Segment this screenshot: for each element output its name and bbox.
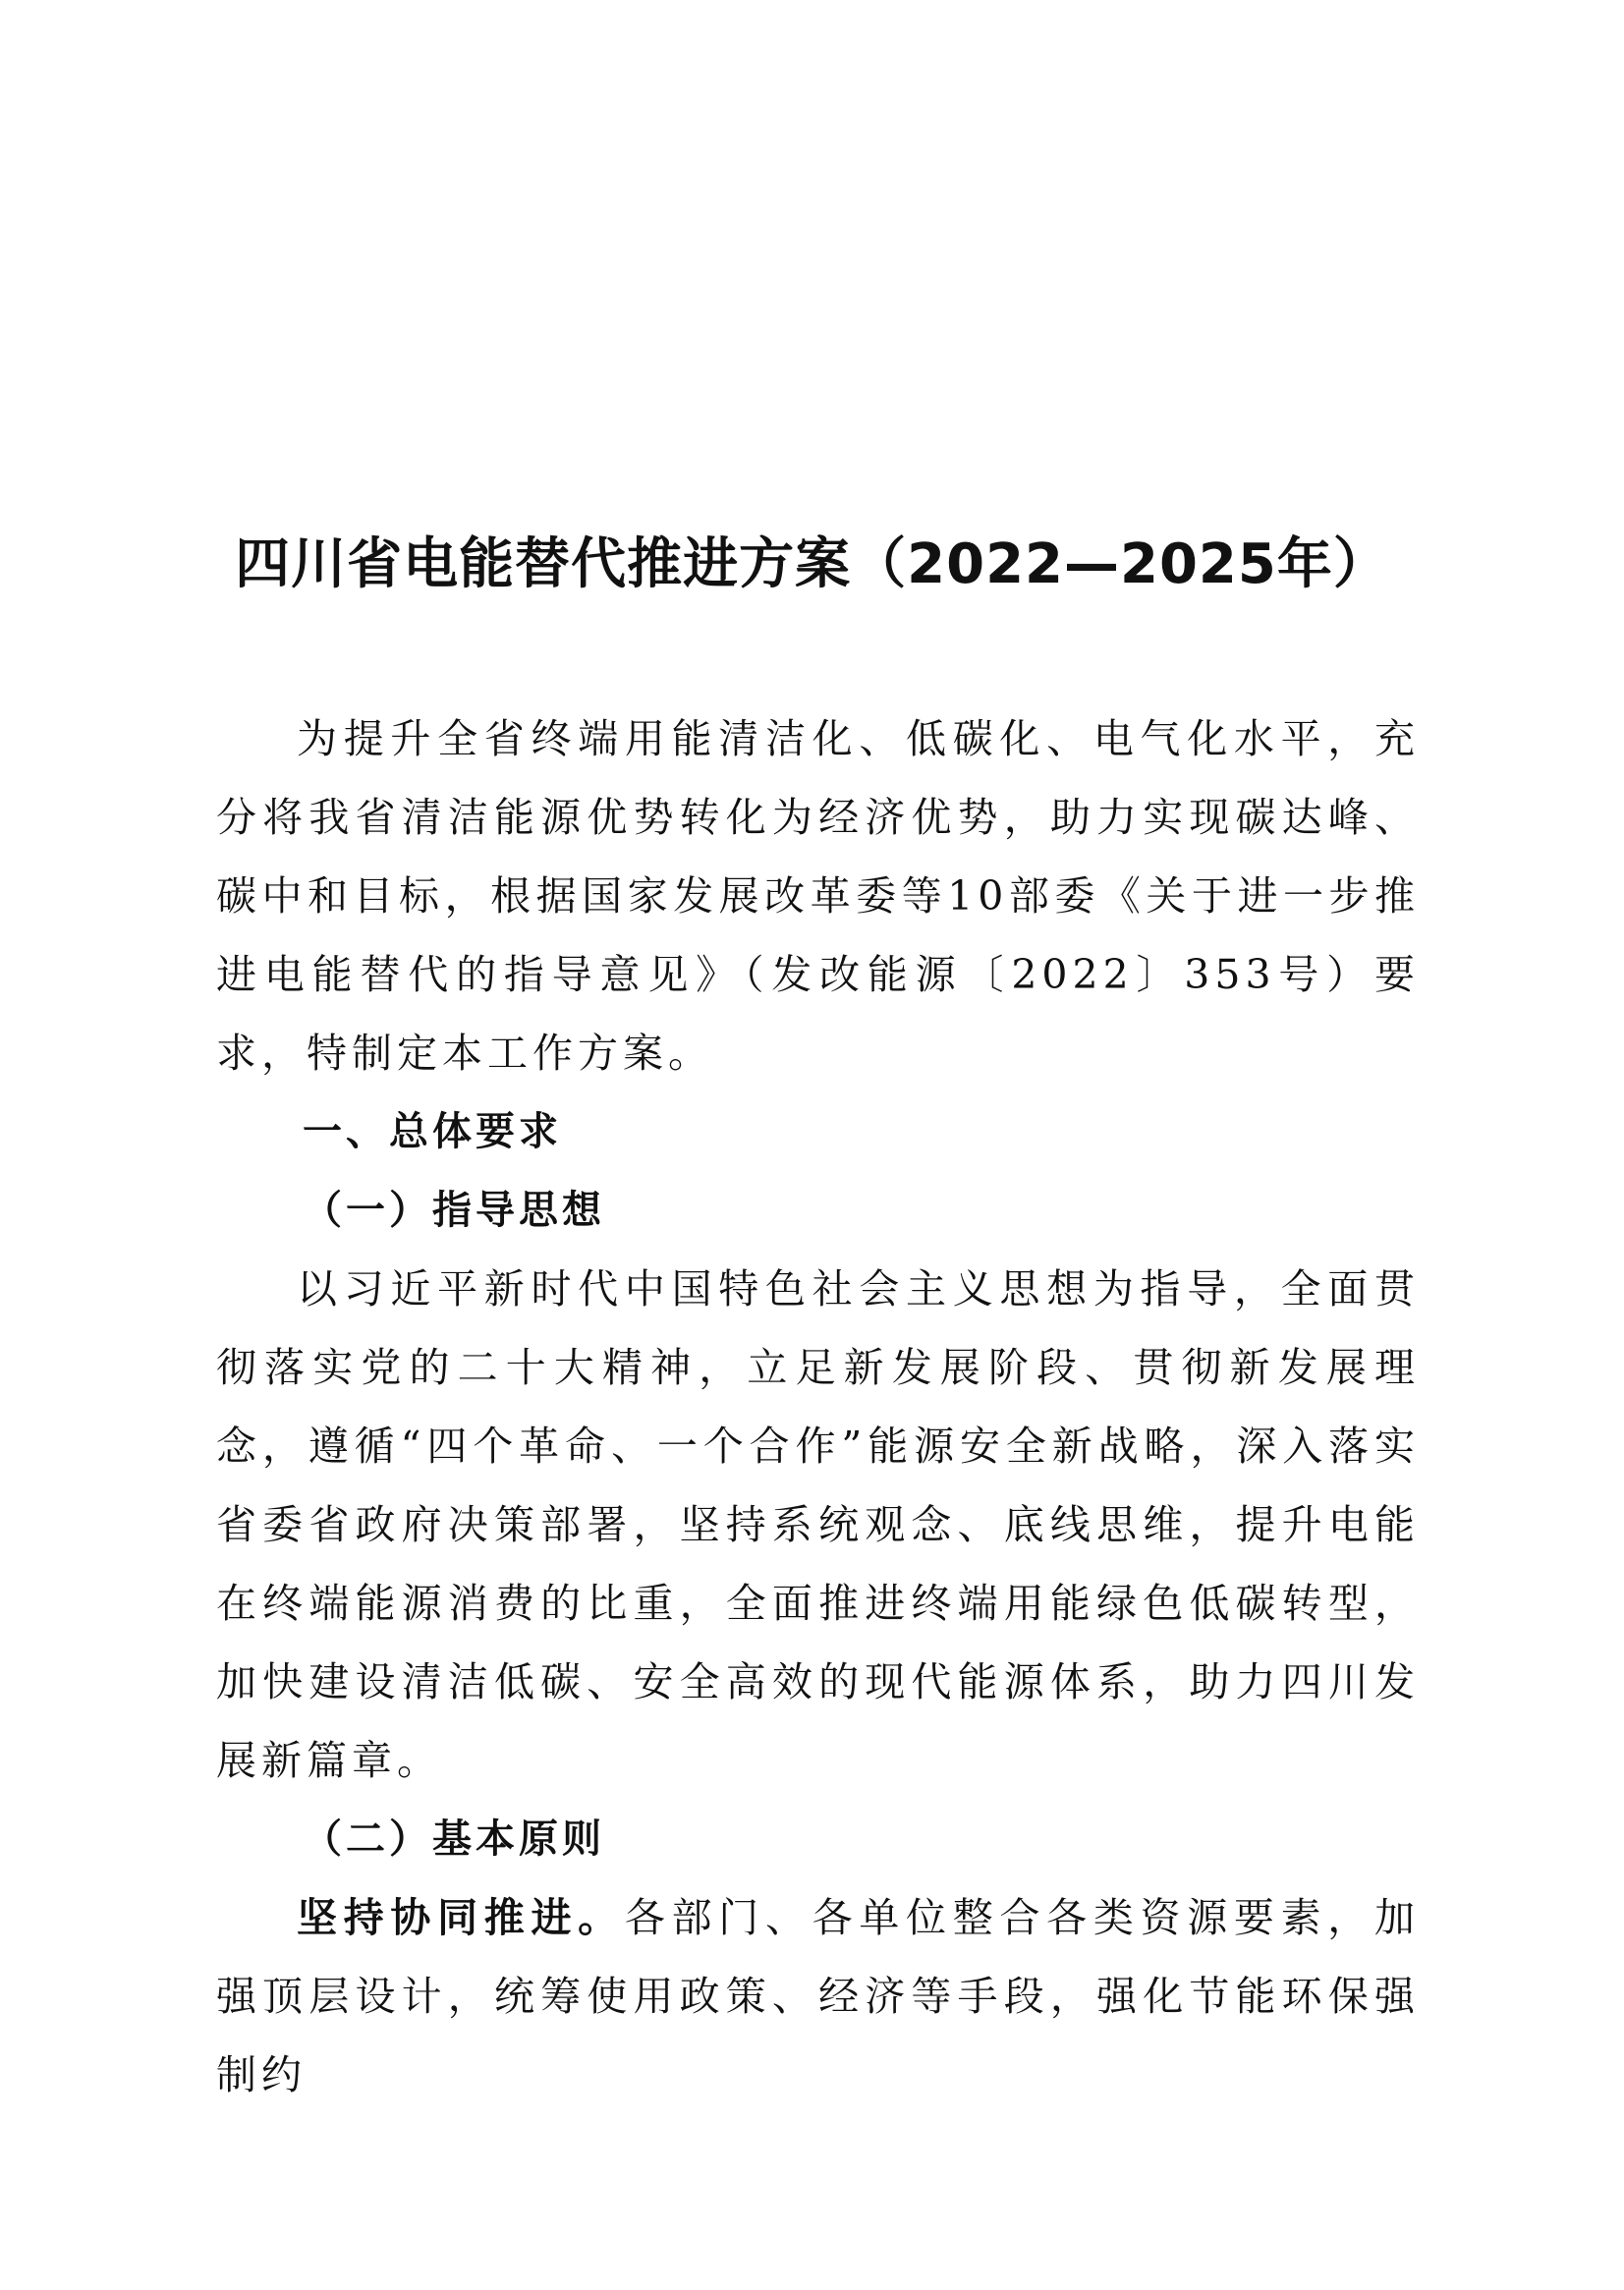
document-title: 四川省电能替代推进方案（2022—2025年）	[235, 532, 1389, 596]
document-body	[216, 699, 1420, 2114]
subsection-heading-guiding-ideology: （一）指导思想	[303, 1188, 605, 1233]
intro-paragraph: 为提升全省终端用能清洁化、低碳化、电气化水平，充分将我省清洁能源优势转化为经济优势，助力实现碳达峰、碳中和目标，根据国家发展改革委等10部委《关于进一步推进电能替代的指导意见》（发改能源〔2022〕353号）要求，特制定本工作方案。	[216, 715, 1420, 1077]
guiding-ideology-paragraph: 以习近平新时代中国特色社会主义思想为指导，全面贯彻落实党的二十大精神，立足新发展阶段、贯彻新发展理念，遵循“四个革命、一个合作”能源安全新战略，深入落实省委省政府决策部署，坚持系统观念、底线思维，提升电能在终端能源消费的比重，全面推进终端用能绿色低碳转型，加快建设清洁低碳、安全高效的现代能源体系，助力四川发展新篇章。	[216, 1265, 1420, 1784]
subsection-heading-basic-principles: （二）基本原则	[303, 1816, 605, 1862]
principle-paragraph	[216, 1878, 1420, 2114]
section-heading-overall-requirements: 一、总体要求	[303, 1109, 562, 1154]
principle-lead: 坚持协同推进。	[297, 1894, 625, 1941]
principle-text: 各部门、各单位整合各类资源要素，加强顶层设计，统筹使用政策、经济等手段，强化节能环保强制约	[216, 1894, 1421, 2098]
